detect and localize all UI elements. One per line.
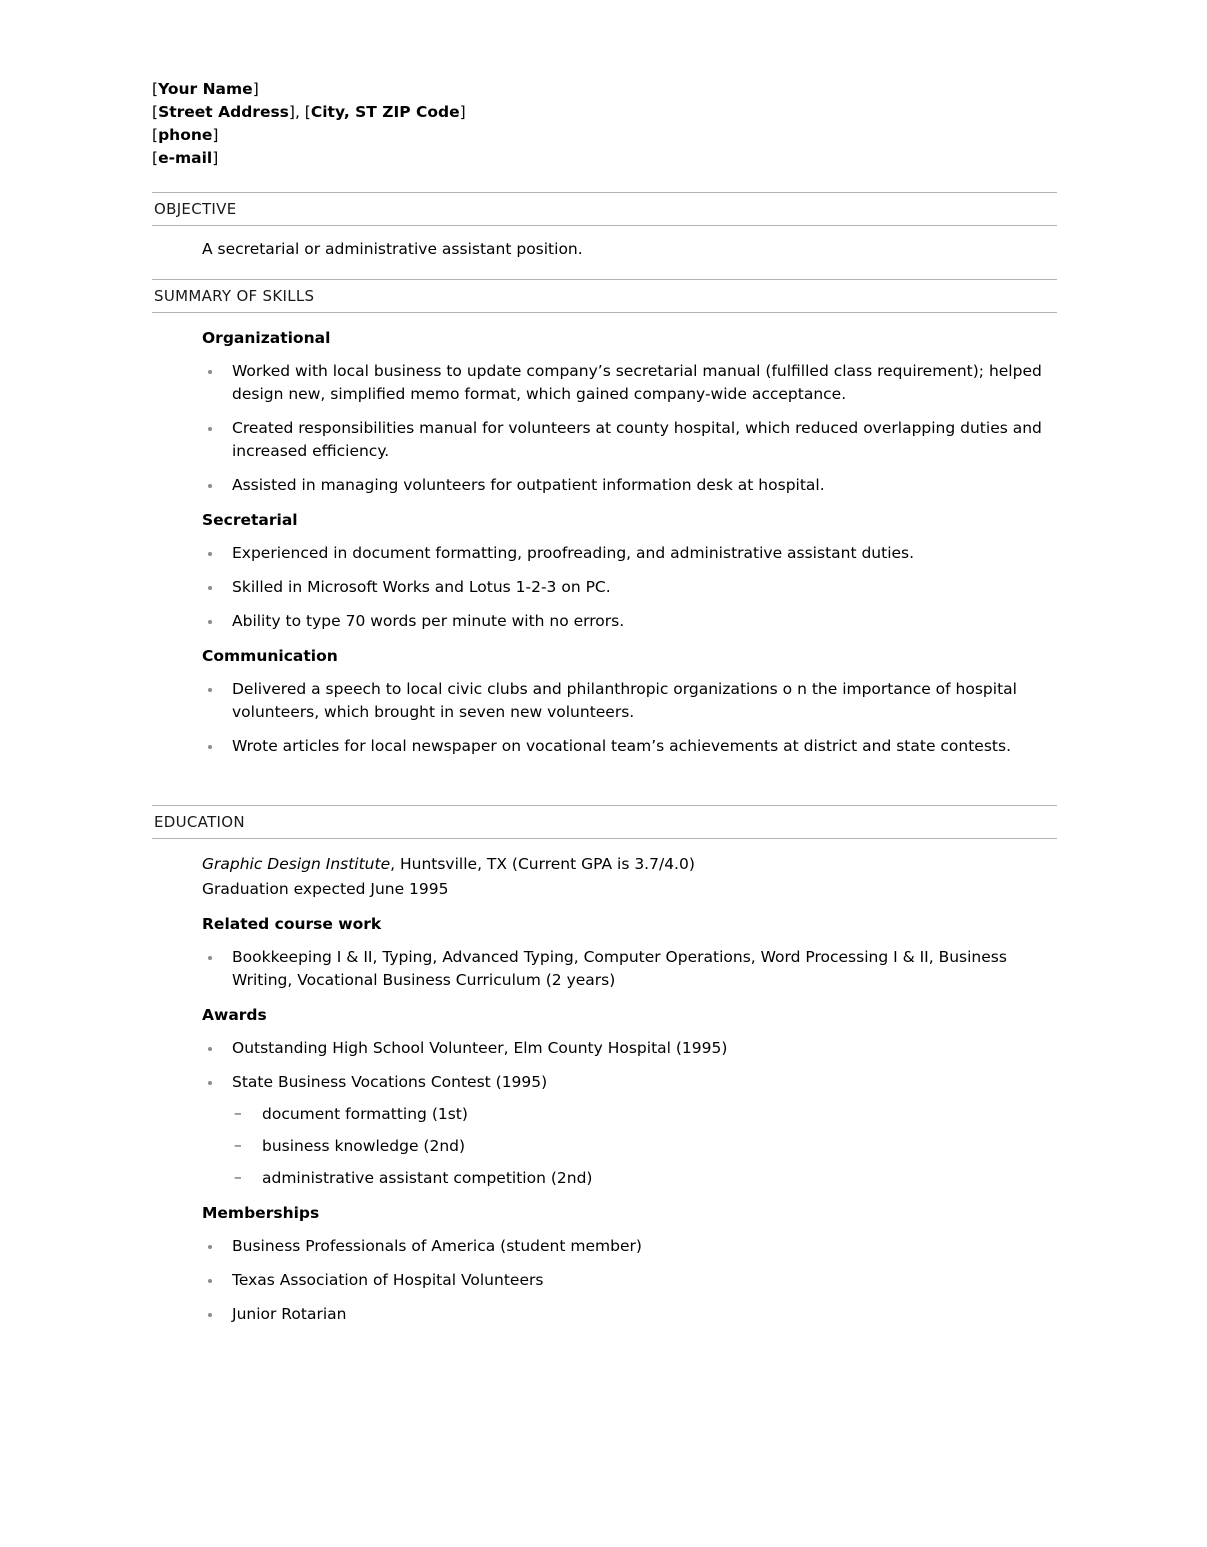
list-item: Business Professionals of America (student member) (202, 1235, 1057, 1258)
list-item: – administrative assistant competition (2nd) (232, 1167, 1057, 1190)
contact-header (152, 78, 1057, 170)
subheading-memberships: Memberships (202, 1204, 320, 1222)
awards-sublist (232, 1103, 1057, 1190)
contact-city-state-zip: City, ST ZIP Code (310, 103, 460, 121)
contact-phone-line: [phone] (152, 126, 219, 144)
education-school-line (202, 853, 1057, 876)
objective-text: A secretarial or administrative assistant position. (202, 240, 583, 258)
list-item: Assisted in managing volunteers for outpatient information desk at hospital. (202, 474, 1057, 497)
list-item: Delivered a speech to local civic clubs and philanthropic organizations o n the importance of hospital volunteers, which brought in seven new volunteers. (202, 678, 1057, 724)
list-item: – business knowledge (2nd) (232, 1135, 1057, 1158)
list-item: Texas Association of Hospital Volunteers (202, 1269, 1057, 1292)
list-item: Worked with local business to update company’s secretarial manual (fulfilled class requirement); helped design new, simplified memo format, which gained company-wide acceptance. (202, 360, 1057, 406)
summary-spacer (202, 769, 1057, 789)
objective-body (152, 226, 1057, 279)
subheading-related-course-work: Related course work (202, 915, 382, 933)
section-objective (152, 192, 1057, 279)
contact-email-line: [e-mail] (152, 149, 219, 167)
list-item: Ability to type 70 words per minute with no errors. (202, 610, 1057, 633)
section-summary-of-skills (152, 279, 1057, 805)
awards-list (202, 1037, 1057, 1190)
list-item: Skilled in Microsoft Works and Lotus 1-2-3 on PC. (202, 576, 1057, 599)
objective-heading: OBJECTIVE (152, 192, 1057, 226)
secretarial-list (202, 542, 1057, 633)
coursework-list (202, 946, 1057, 992)
communication-list (202, 678, 1057, 758)
list-item: Bookkeeping I & II, Typing, Advanced Typing, Computer Operations, Word Processing I & II, Business Writing, Vocational Business Curriculum (2 years) (202, 946, 1057, 992)
education-heading: EDUCATION (152, 805, 1057, 839)
list-item: Created responsibilities manual for volunteers at county hospital, which reduced overlapping duties and increased efficiency. (202, 417, 1057, 463)
contact-name: Your Name (158, 80, 253, 98)
list-item: Junior Rotarian (202, 1303, 1057, 1326)
contact-email: e-mail (158, 149, 213, 167)
award-label: State Business Vocations Contest (1995) (232, 1073, 548, 1091)
contact-phone: phone (158, 126, 213, 144)
list-item: – document formatting (1st) (232, 1103, 1057, 1126)
education-graduation: Graduation expected June 1995 (202, 880, 449, 898)
subheading-communication: Communication (202, 647, 338, 665)
list-item: Experienced in document formatting, proofreading, and administrative assistant duties. (202, 542, 1057, 565)
education-school-detail: , Huntsville, TX (Current GPA is 3.7/4.0) (390, 855, 695, 873)
education-body (152, 839, 1057, 1353)
list-item (202, 1071, 1057, 1190)
organizational-list (202, 360, 1057, 497)
subheading-organizational: Organizational (202, 329, 331, 347)
memberships-list (202, 1235, 1057, 1326)
contact-street: Street Address (158, 103, 289, 121)
list-item: Outstanding High School Volunteer, Elm County Hospital (1995) (202, 1037, 1057, 1060)
subheading-awards: Awards (202, 1006, 267, 1024)
contact-address-line: [Street Address], [City, ST ZIP Code] (152, 103, 466, 121)
summary-body (152, 313, 1057, 805)
contact-name-line: [Your Name] (152, 80, 259, 98)
section-education (152, 805, 1057, 1353)
education-school-name: Graphic Design Institute (202, 855, 391, 873)
list-item: Wrote articles for local newspaper on vocational team’s achievements at district and state contests. (202, 735, 1057, 758)
summary-heading: SUMMARY OF SKILLS (152, 279, 1057, 313)
subheading-secretarial: Secretarial (202, 511, 298, 529)
